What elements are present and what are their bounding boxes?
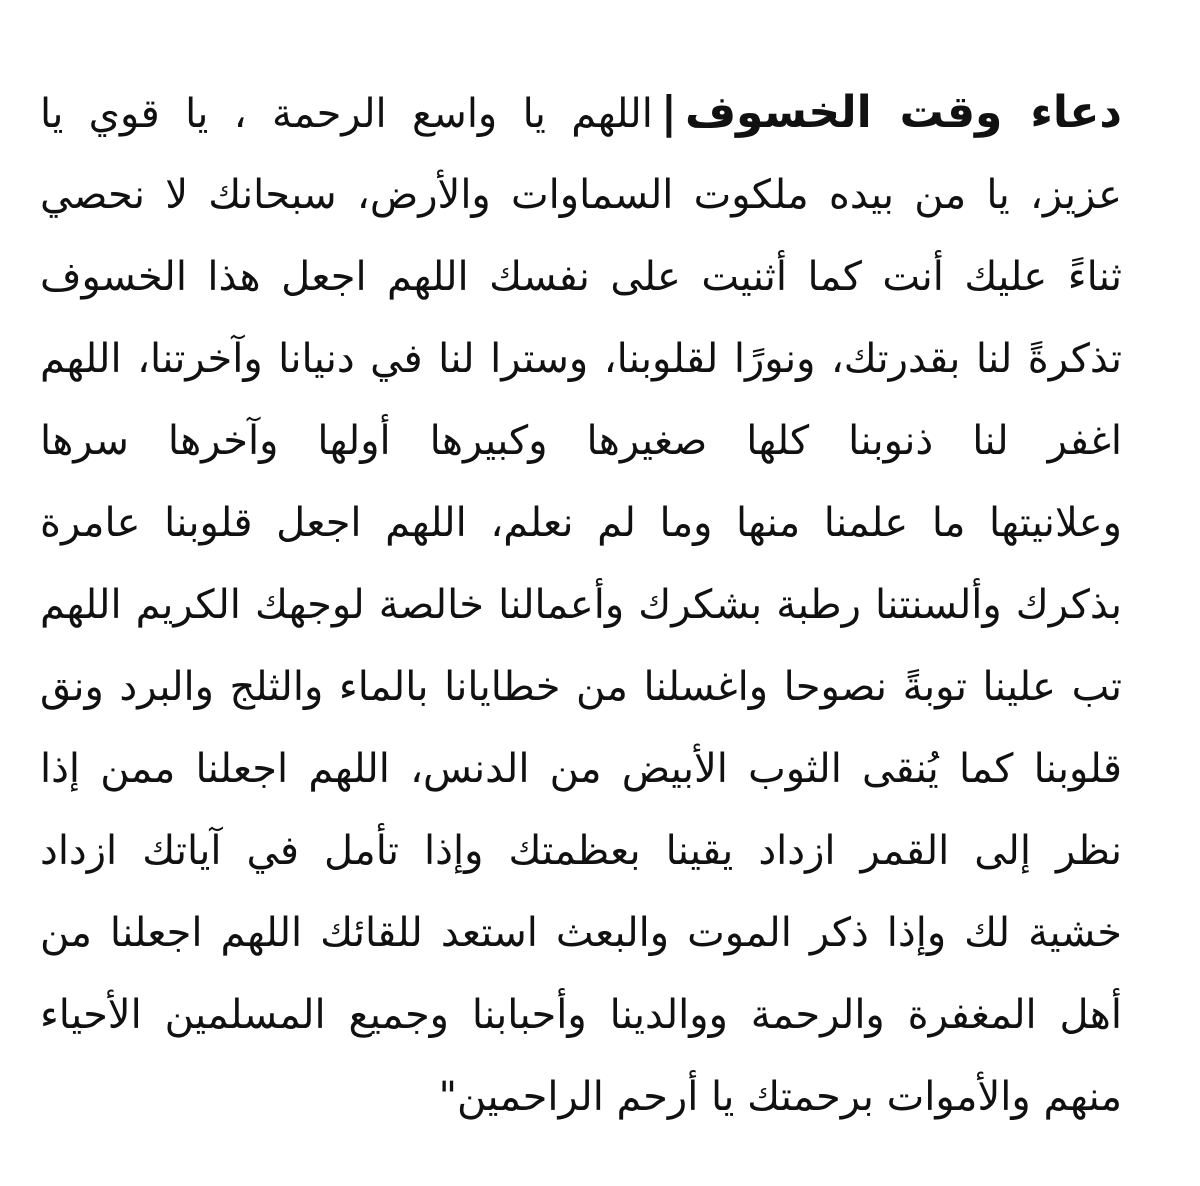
text-line: قلوبنا كما يُنقى الثوب الأبيض من الدنس، اللهم اجعلنا ممن إذا [40, 746, 1122, 792]
text-line: تذكرةً لنا بقدرتك، ونورًا لقلوبنا، وسترا لنا في دنيانا وآخرتنا، اللهم [40, 336, 1122, 382]
text-line: عزيز، يا من بيده ملكوت السماوات والأرض، سبحانك لا نحصي [40, 172, 1122, 218]
text-line-last: منهم والأموات برحمتك يا أرحم الراحمين" [438, 1074, 1122, 1120]
text-line: بذكرك وألسنتنا رطبة بشكرك وأعمالنا خالصة لوجهك الكريم اللهم [40, 582, 1122, 628]
text-line: خشية لك وإذا ذكر الموت والبعث استعد للقائك اللهم اجعلنا من [40, 910, 1122, 956]
text-line: تب علينا توبةً نصوحا واغسلنا من خطايانا بالماء والثلج والبرد ونق [40, 664, 1122, 710]
text-line: اغفر لنا ذنوبنا كلها صغيرها وكبيرها أولها وآخرها سرها [40, 418, 1122, 464]
text-line: أهل المغفرة والرحمة ووالدينا وأحبابنا وجميع المسلمين الأحياء [40, 992, 1122, 1038]
prayer-title: دعاء وقت الخسوف [684, 87, 1122, 138]
text-line: ثناءً عليك أنت كما أثنيت على نفسك اللهم اجعل هذا الخسوف [40, 254, 1122, 300]
title-separator: | [660, 87, 677, 138]
text-line: نظر إلى القمر ازداد يقينا بعظمتك وإذا تأمل في آياتك ازداد [40, 828, 1122, 874]
first-line-text: اللهم يا واسع الرحمة ، يا قوي يا [40, 91, 653, 137]
text-line-1 [40, 72, 1122, 154]
text-line: وعلانيتها ما علمنا منها وما لم نعلم، اللهم اجعل قلوبنا عامرة [40, 500, 1122, 546]
prayer-text [40, 72, 1122, 1138]
